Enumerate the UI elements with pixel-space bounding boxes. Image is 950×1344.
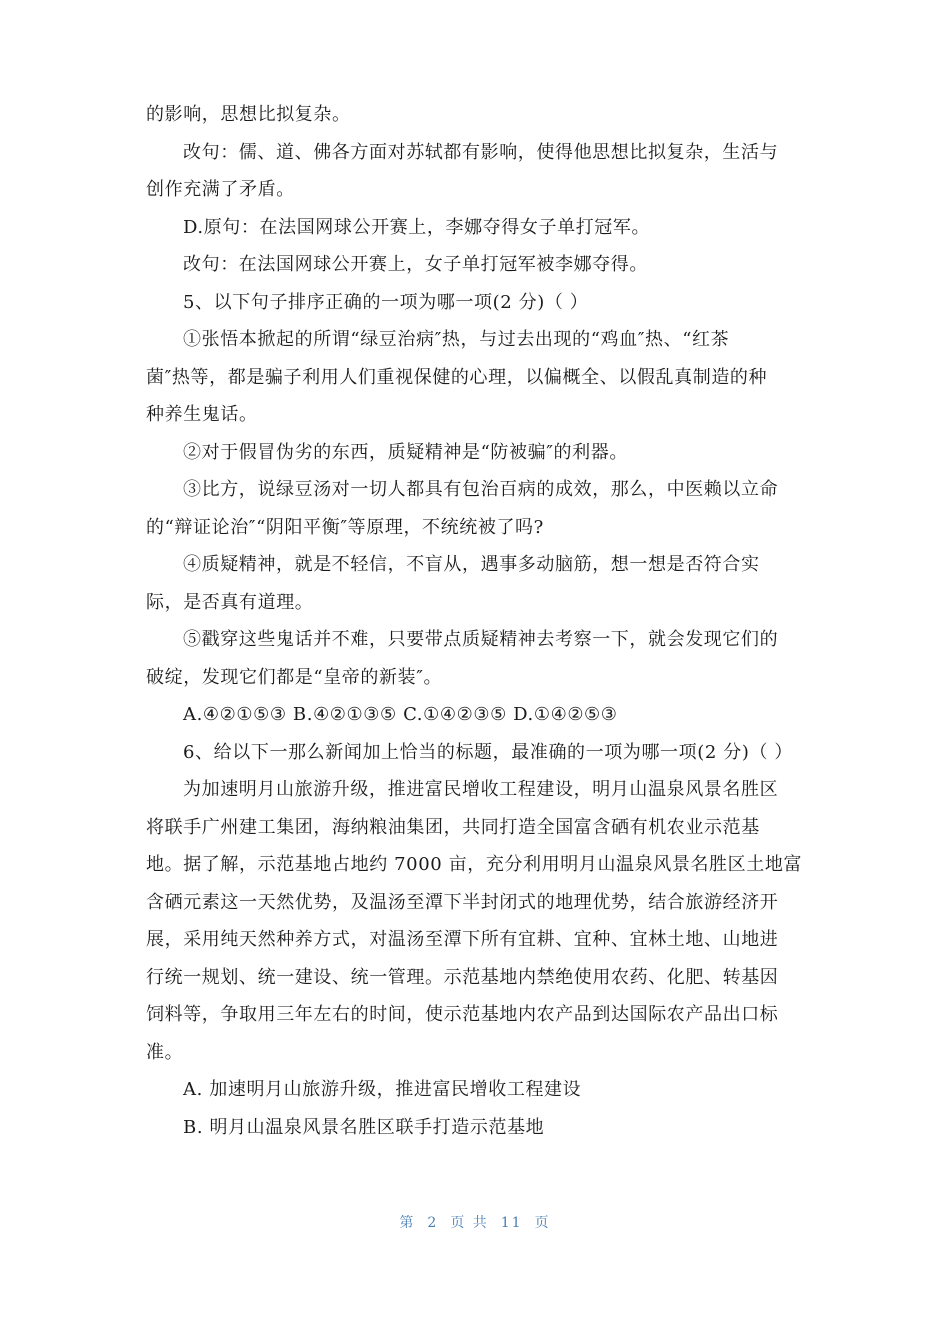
answer-option-b: B. 明月山温泉风景名胜区联手打造示范基地 [183,1116,545,1138]
text-line: D.原句：在法国网球公开赛上，李娜夺得女子单打冠军。 [183,216,651,238]
question-heading: 5、以下句子排序正确的一项为哪一项(2 分)（ ） [183,291,589,313]
text-line: 改句：儒、道、佛各方面对苏轼都有影响，使得他思想比拟复杂，生活与 [183,141,779,163]
text-line: 地。据了解，示范基地占地约 7000 亩，充分利用明月山温泉风景名胜区土地富 [146,854,803,875]
text-line: 行统一规划、统一建设、统一管理。示范基地内禁绝使用农药、化肥、转基因 [146,966,779,988]
text-line: 含硒元素这一天然优势，及温汤至潭下半封闭式的地理优势，结合旅游经济开 [146,891,779,913]
text-line: ④质疑精神，就是不轻信，不盲从，遇事多动脑筋，想一想是否符合实 [183,554,760,575]
text-line: ①张悟本掀起的所谓“绿豆治病″热，与过去出现的“鸡血″热、“红茶 [183,329,730,350]
document-body [146,96,806,1146]
answer-options: A.④②①⑤③ B.④②①③⑤ C.①④②③⑤ D.①④②⑤③ [183,704,618,725]
total-pages: 11 [500,1215,523,1231]
text-line: ③比方，说绿豆汤对一切人都具有包治百病的成效，那么，中医赖以立命 [183,479,779,500]
footer-prefix: 第 [399,1215,416,1231]
text-line: ⑤戳穿这些鬼话并不难，只要带点质疑精神去考察一下，就会发现它们的 [183,629,779,650]
page-footer [0,1212,950,1232]
text-line: 际，是否真有道理。 [146,591,314,613]
text-line: 准。 [146,1041,184,1063]
question-heading: 6、给以下一那么新闻加上恰当的标题，最准确的一项为哪一项(2 分)（ ） [183,741,793,763]
text-line: 破绽，发现它们都是“皇帝的新装″。 [146,666,443,688]
text-line: 为加速明月山旅游升级，推进富民增收工程建设，明月山温泉风景名胜区 [183,779,779,800]
text-line: 种养生鬼话。 [146,404,258,425]
text-line: 创作充满了矛盾。 [146,179,295,200]
text-line: 展，采用纯天然种养方式，对温汤至潭下所有宜耕、宜种、宜林土地、山地进 [146,929,779,950]
text-line: 改句：在法国网球公开赛上，女子单打冠军被李娜夺得。 [183,254,648,275]
text-line: ②对于假冒伪劣的东西，质疑精神是“防被骗″的利器。 [183,441,628,463]
text-line: 的影响，思想比拟复杂。 [146,104,351,125]
footer-suffix: 页 [534,1215,551,1231]
text-line: 饲料等，争取用三年左右的时间，使示范基地内农产品到达国际农产品出口标 [146,1004,779,1025]
text-line: 将联手广州建工集团，海纳粮油集团，共同打造全国富含硒有机农业示范基 [146,816,760,838]
text-line: 的“辩证论治″“阴阳平衡″等原理，不统统被了吗? [146,516,544,538]
footer-mid: 页 共 [450,1215,489,1231]
answer-option-a: A. 加速明月山旅游升级，推进富民增收工程建设 [183,1079,582,1100]
text-line: 菌″热等，都是骗子利用人们重视保健的心理，以偏概全、以假乱真制造的种 [146,366,768,388]
page-number: 2 [427,1215,439,1231]
